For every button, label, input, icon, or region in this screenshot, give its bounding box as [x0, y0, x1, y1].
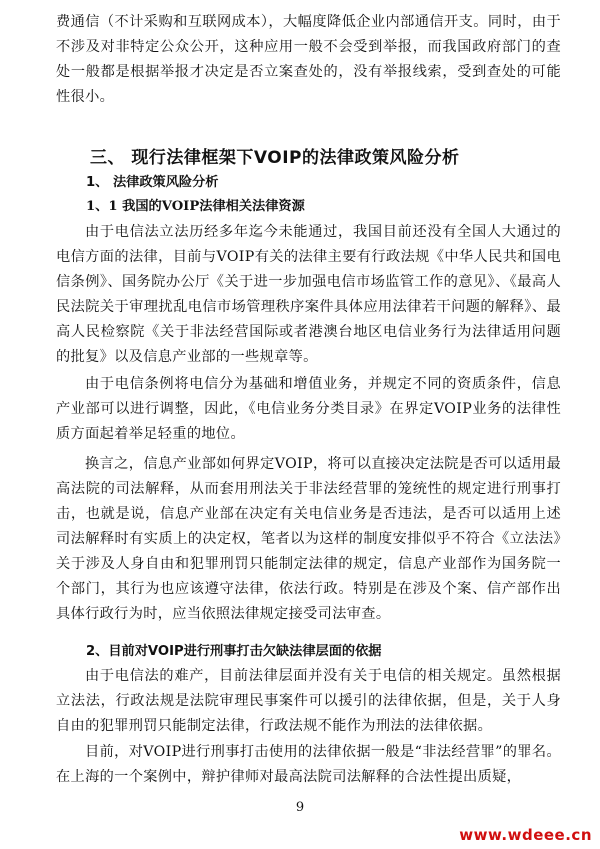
- paragraph-illegal-operation: 目前，对VOIP进行刑事打击使用的法律依据一般是“非法经营罪”的罪名。在上海的一个案例中，辩护律师对最高法院司法解释的合法性提出质疑，: [56, 744, 561, 785]
- subsection-1-1-heading: 1、1 我国的VOIP法律相关法律资源: [86, 199, 305, 214]
- section-heading: 三、 现行法律框架下VOIP的法律政策风险分析: [90, 148, 460, 168]
- subsection-1-heading: 1、 法律政策风险分析: [86, 175, 219, 190]
- paragraph-legal-resources: 由于电信法立法历经多年迄今未能通过，我国目前还没有全国人大通过的电信方面的法律，目前与VOIP有关的法律主要有行政法规《中华人民共和国电信条例》、国务院办公厅《关于进一步加强电信市场监管工作的意见》、《最高人民法院关于审理扰乱电信市场管理秩序案件具体应用法律若干问题的解释》、最高人民检察院《关于非法经营国际或者港澳台地区电信业务行为法律适用问题的批复》以及信息产业部的一些规章等。: [56, 224, 561, 365]
- paragraph-telecom-law: 由于电信法的难产，目前法律层面并没有关于电信的相关规定。虽然根据立法法，行政法规是法院审理民事案件可以援引的法律依据，但是，关于人身自由的犯罪刑罚只能制定法律，行政法规不能作为刑法的法律依据。: [56, 668, 561, 734]
- opening-paragraph: 费通信（不计采购和互联网成本），大幅度降低企业内部通信开支。同时，由于不涉及对非特定公众公开，这种应用一般不会受到举报，而我国政府部门的查处一般都是根据举报才决定是否立案查处的，没有举报线索，受到查处的可能性很小。: [56, 14, 561, 105]
- subsection-2-heading: 2、目前对VOIP进行刑事打击欠缺法律层面的依据: [86, 644, 382, 659]
- paragraph-ministry-authority: 换言之，信息产业部如何界定VOIP，将可以直接决定法院是否可以适用最高法院的司法解释，从而套用刑法关于非法经营罪的笼统性的规定进行刑事打击，也就是说，信息产业部在决定有关电信业务是否违法，是否可以适用上述司法解释时有实质上的决定权，笔者以为这样的制度安排似乎不符合《立法法》关于涉及人身自由和犯罪刑罚只能制定法律的规定，信息产业部作为国务院一个部门，其行为也应该遵守法律，依法行政。特别是在涉及个案、信产部作出具体行政行为时，应当依照法律规定接受司法审查。: [56, 456, 561, 622]
- watermark-url: www.wdeee.cn: [459, 826, 592, 844]
- page-number: 9: [295, 800, 305, 815]
- paragraph-telecom-regulations: 由于电信条例将电信分为基础和增值业务，并规定不同的资质条件，信息产业部可以进行调整，因此，《电信业务分类目录》在界定VOIP业务的法律性质方面起着举足轻重的地位。: [56, 376, 561, 442]
